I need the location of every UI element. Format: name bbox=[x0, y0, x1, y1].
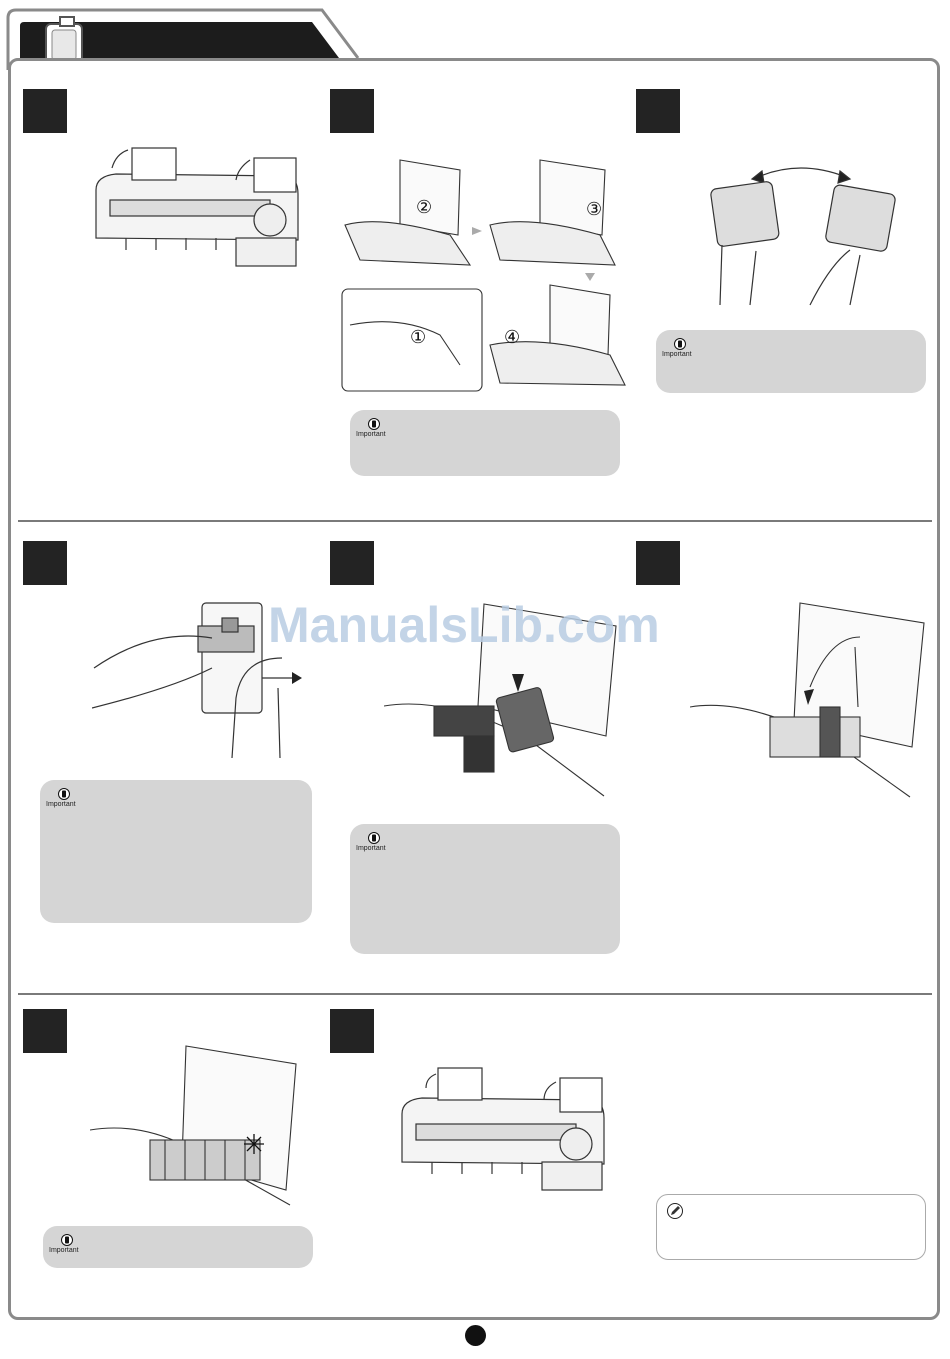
step-8-marker bbox=[330, 1009, 374, 1053]
step-3-marker bbox=[636, 89, 680, 133]
important-note-step-3 bbox=[656, 330, 926, 393]
important-label: Important bbox=[49, 1247, 79, 1254]
lamp-lit-icon bbox=[244, 1134, 264, 1154]
important-label: Important bbox=[356, 845, 386, 852]
callout-4: ④ bbox=[504, 327, 521, 348]
row-divider bbox=[18, 520, 932, 522]
printer-open-covers-illustration bbox=[86, 140, 306, 275]
printer-close-covers-illustration bbox=[392, 1064, 612, 1199]
callout-2: ② bbox=[416, 197, 433, 218]
step-1-marker bbox=[23, 89, 67, 133]
important-label: Important bbox=[662, 351, 692, 358]
important-note-step-4 bbox=[40, 780, 312, 923]
important-icon bbox=[356, 418, 396, 444]
step-2-marker bbox=[330, 89, 374, 133]
important-icon bbox=[662, 338, 702, 364]
shake-ink-tank-illustration bbox=[700, 155, 920, 315]
important-label: Important bbox=[356, 431, 386, 438]
memo-pencil-icon bbox=[667, 1203, 683, 1219]
watermark: ManualsLib.com bbox=[268, 597, 660, 653]
page-number-marker bbox=[465, 1325, 486, 1346]
important-icon bbox=[356, 832, 396, 858]
step-7-marker bbox=[23, 1009, 67, 1053]
important-note-step-7 bbox=[43, 1226, 313, 1268]
step-4-marker bbox=[23, 541, 67, 585]
close-ink-tank-lever-illustration bbox=[690, 597, 940, 807]
row-divider bbox=[18, 993, 932, 995]
important-icon bbox=[46, 788, 86, 814]
memo-note bbox=[656, 1194, 926, 1260]
important-icon bbox=[49, 1234, 89, 1260]
ink-lamp-check-illustration bbox=[90, 1040, 300, 1210]
important-note-step-2 bbox=[350, 410, 620, 476]
important-note-step-5 bbox=[350, 824, 620, 954]
open-ink-tank-cover-illustration bbox=[340, 155, 630, 395]
callout-3: ③ bbox=[586, 199, 603, 220]
step-6-marker bbox=[636, 541, 680, 585]
step-5-marker bbox=[330, 541, 374, 585]
callout-1: ① bbox=[410, 327, 427, 348]
important-label: Important bbox=[46, 801, 76, 808]
